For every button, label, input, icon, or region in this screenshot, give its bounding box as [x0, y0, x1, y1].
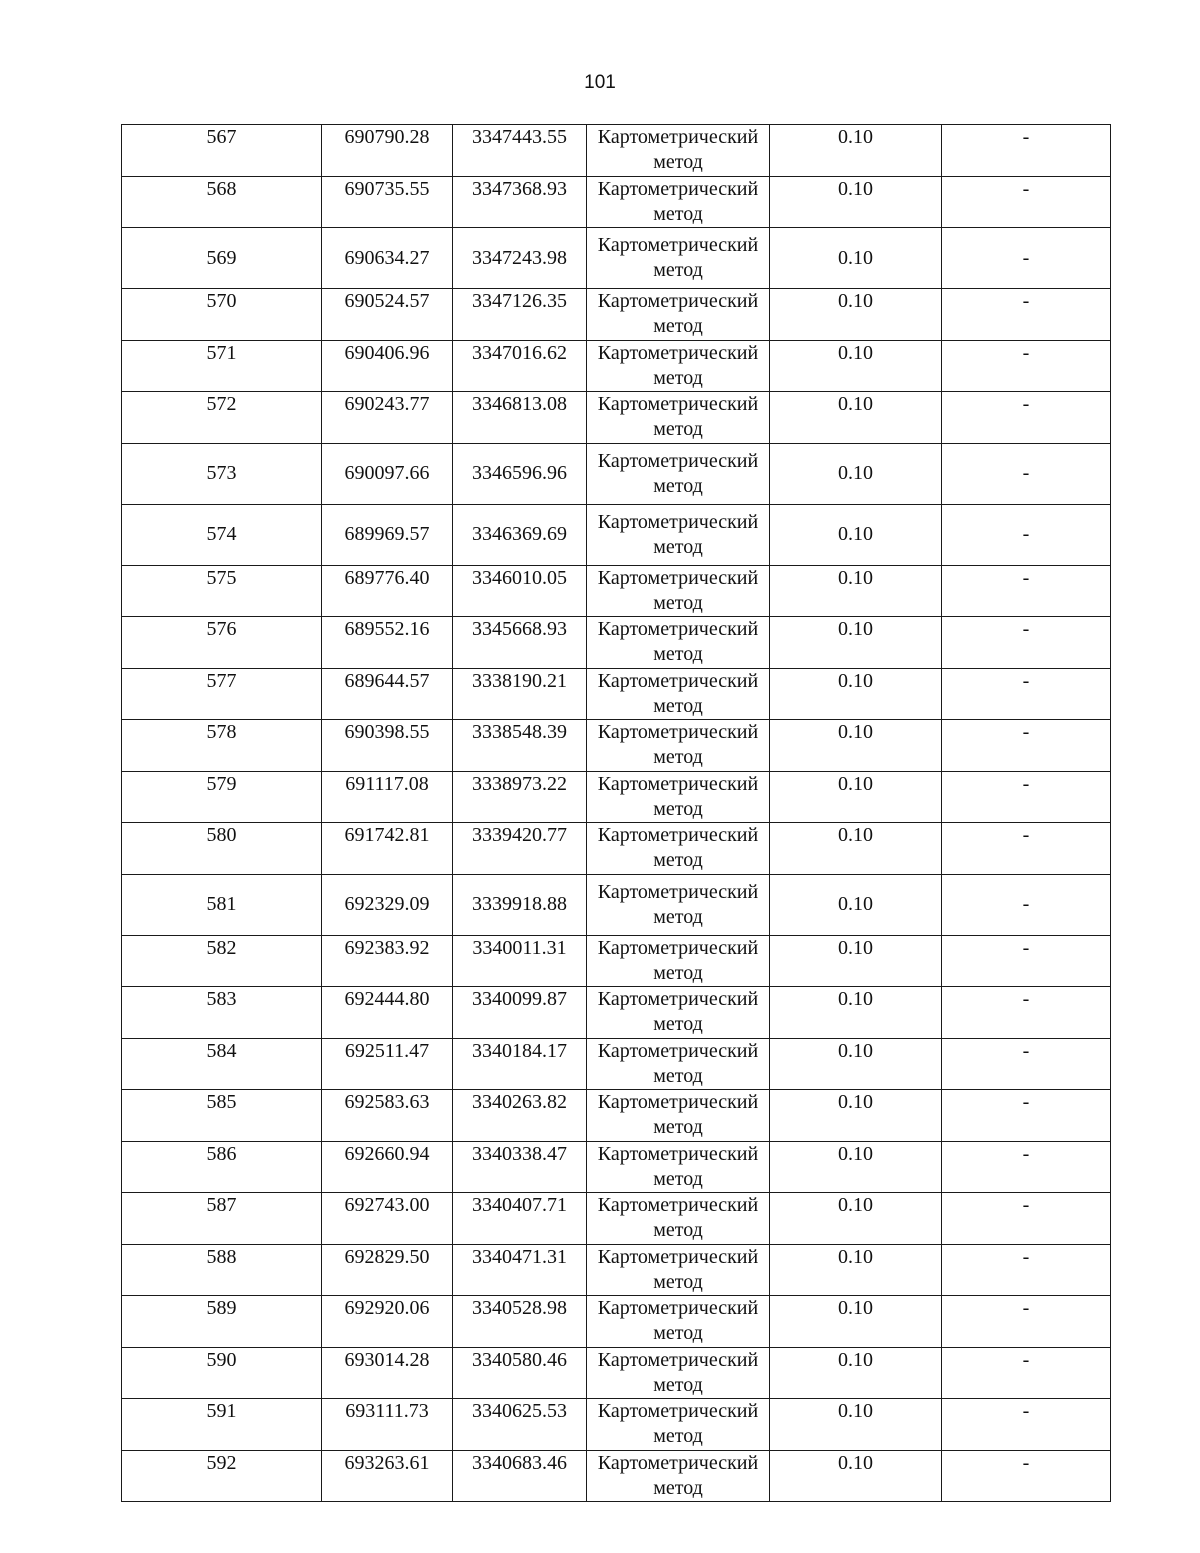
x-coordinate-cell: 690406.96	[322, 340, 453, 392]
point-number-cell: 586	[122, 1141, 322, 1193]
x-coordinate-cell: 689644.57	[322, 668, 453, 720]
point-number-cell: 582	[122, 935, 322, 987]
point-number-cell: 574	[122, 504, 322, 565]
coordinates-table-body	[122, 125, 1111, 1502]
method-line-1: Картометрический	[597, 449, 759, 472]
description-cell: -	[942, 443, 1111, 504]
x-coordinate-cell: 690735.55	[322, 176, 453, 228]
table-row	[122, 1450, 1111, 1502]
accuracy-cell: 0.10	[770, 1347, 942, 1399]
point-number-cell: 580	[122, 823, 322, 875]
method-line-1: Картометрический	[597, 936, 759, 959]
y-coordinate-cell: 3340011.31	[453, 935, 587, 987]
method-line-1: Картометрический	[597, 1297, 759, 1319]
table-row	[122, 176, 1111, 228]
point-number-cell: 587	[122, 1193, 322, 1245]
method-cell	[587, 1193, 770, 1245]
method-line-1: Картометрический	[597, 510, 759, 533]
x-coordinate-cell: 690097.66	[322, 443, 453, 504]
point-number-cell: 572	[122, 392, 322, 444]
method-line-1: Картометрический	[597, 1451, 759, 1474]
table-row	[122, 1038, 1111, 1090]
description-cell: -	[942, 392, 1111, 444]
method-line-2: метод	[653, 259, 703, 281]
y-coordinate-cell: 3346813.08	[453, 392, 587, 444]
accuracy-cell: 0.10	[770, 1450, 942, 1502]
method-line-1: Картометрический	[597, 1039, 759, 1062]
method-line-2: метод	[653, 694, 703, 717]
method-cell	[587, 176, 770, 228]
method-cell	[587, 987, 770, 1039]
x-coordinate-cell: 690398.55	[322, 720, 453, 772]
method-line-2: метод	[653, 1167, 703, 1190]
method-cell	[587, 1450, 770, 1502]
accuracy-cell: 0.10	[770, 668, 942, 720]
coordinates-table	[121, 124, 1111, 1502]
x-coordinate-cell: 689776.40	[322, 565, 453, 617]
y-coordinate-cell: 3340184.17	[453, 1038, 587, 1090]
point-number-cell: 584	[122, 1038, 322, 1090]
description-cell: -	[942, 617, 1111, 669]
point-number-cell: 567	[122, 125, 322, 177]
description-cell: -	[942, 1244, 1111, 1296]
y-coordinate-cell: 3346369.69	[453, 504, 587, 565]
description-cell: -	[942, 1450, 1111, 1502]
point-number-cell: 570	[122, 289, 322, 341]
x-coordinate-cell: 691117.08	[322, 771, 453, 823]
table-row	[122, 1399, 1111, 1451]
description-cell: -	[942, 823, 1111, 875]
method-line-2: метод	[653, 849, 703, 871]
point-number-cell: 579	[122, 771, 322, 823]
description-cell: -	[942, 125, 1111, 177]
x-coordinate-cell: 690524.57	[322, 289, 453, 341]
y-coordinate-cell: 3339918.88	[453, 874, 587, 935]
x-coordinate-cell: 690634.27	[322, 228, 453, 289]
table-row	[122, 504, 1111, 565]
x-coordinate-cell: 692660.94	[322, 1141, 453, 1193]
table-row	[122, 1296, 1111, 1348]
method-line-1: Картометрический	[597, 1348, 759, 1371]
description-cell: -	[942, 771, 1111, 823]
method-line-1: Картометрический	[597, 880, 759, 903]
accuracy-cell: 0.10	[770, 1090, 942, 1142]
description-cell: -	[942, 289, 1111, 341]
x-coordinate-cell: 693111.73	[322, 1399, 453, 1451]
method-line-2: метод	[653, 151, 703, 173]
method-line-2: метод	[653, 1116, 703, 1138]
point-number-cell: 585	[122, 1090, 322, 1142]
point-number-cell: 576	[122, 617, 322, 669]
table-row	[122, 1347, 1111, 1399]
y-coordinate-cell: 3340338.47	[453, 1141, 587, 1193]
description-cell: -	[942, 565, 1111, 617]
method-line-2: метод	[653, 797, 703, 820]
description-cell: -	[942, 987, 1111, 1039]
method-line-1: Картометрический	[597, 126, 759, 148]
y-coordinate-cell: 3338190.21	[453, 668, 587, 720]
y-coordinate-cell: 3340471.31	[453, 1244, 587, 1296]
description-cell: -	[942, 176, 1111, 228]
method-cell	[587, 1296, 770, 1348]
y-coordinate-cell: 3347368.93	[453, 176, 587, 228]
table-row	[122, 289, 1111, 341]
method-cell	[587, 392, 770, 444]
method-line-1: Картометрический	[597, 618, 759, 640]
method-line-2: метод	[653, 418, 703, 440]
x-coordinate-cell: 692383.92	[322, 935, 453, 987]
method-cell	[587, 823, 770, 875]
method-line-1: Картометрический	[597, 721, 759, 743]
x-coordinate-cell: 693014.28	[322, 1347, 453, 1399]
accuracy-cell: 0.10	[770, 617, 942, 669]
method-line-1: Картометрический	[597, 290, 759, 312]
point-number-cell: 578	[122, 720, 322, 772]
point-number-cell: 583	[122, 987, 322, 1039]
table-row	[122, 392, 1111, 444]
accuracy-cell: 0.10	[770, 565, 942, 617]
method-line-2: метод	[653, 1219, 703, 1241]
point-number-cell: 591	[122, 1399, 322, 1451]
x-coordinate-cell: 692583.63	[322, 1090, 453, 1142]
description-cell: -	[942, 935, 1111, 987]
accuracy-cell: 0.10	[770, 771, 942, 823]
method-line-2: метод	[653, 535, 703, 558]
accuracy-cell: 0.10	[770, 176, 942, 228]
point-number-cell: 573	[122, 443, 322, 504]
point-number-cell: 568	[122, 176, 322, 228]
method-line-2: метод	[653, 1322, 703, 1344]
accuracy-cell: 0.10	[770, 125, 942, 177]
y-coordinate-cell: 3346010.05	[453, 565, 587, 617]
table-row	[122, 340, 1111, 392]
x-coordinate-cell: 690790.28	[322, 125, 453, 177]
method-line-1: Картометрический	[597, 772, 759, 795]
accuracy-cell: 0.10	[770, 289, 942, 341]
method-line-1: Картометрический	[597, 393, 759, 415]
accuracy-cell: 0.10	[770, 443, 942, 504]
method-cell	[587, 1141, 770, 1193]
method-line-2: метод	[653, 643, 703, 665]
method-cell	[587, 565, 770, 617]
accuracy-cell: 0.10	[770, 935, 942, 987]
x-coordinate-cell: 693263.61	[322, 1450, 453, 1502]
method-line-2: метод	[653, 1373, 703, 1396]
y-coordinate-cell: 3340625.53	[453, 1399, 587, 1451]
y-coordinate-cell: 3339420.77	[453, 823, 587, 875]
accuracy-cell: 0.10	[770, 1038, 942, 1090]
description-cell: -	[942, 720, 1111, 772]
table-row	[122, 874, 1111, 935]
y-coordinate-cell: 3338548.39	[453, 720, 587, 772]
point-number-cell: 592	[122, 1450, 322, 1502]
method-line-2: метод	[653, 1013, 703, 1035]
table-row	[122, 1193, 1111, 1245]
description-cell: -	[942, 874, 1111, 935]
method-cell	[587, 935, 770, 987]
description-cell: -	[942, 1347, 1111, 1399]
method-line-2: метод	[653, 202, 703, 225]
method-line-2: метод	[653, 1270, 703, 1293]
x-coordinate-cell: 692743.00	[322, 1193, 453, 1245]
accuracy-cell: 0.10	[770, 228, 942, 289]
method-line-2: метод	[653, 1476, 703, 1499]
method-line-1: Картометрический	[597, 1245, 759, 1268]
x-coordinate-cell: 689552.16	[322, 617, 453, 669]
x-coordinate-cell: 692444.80	[322, 987, 453, 1039]
method-cell	[587, 1038, 770, 1090]
accuracy-cell: 0.10	[770, 504, 942, 565]
table-row	[122, 823, 1111, 875]
point-number-cell: 589	[122, 1296, 322, 1348]
method-line-1: Картометрический	[597, 669, 759, 692]
y-coordinate-cell: 3345668.93	[453, 617, 587, 669]
method-line-1: Картометрический	[597, 341, 759, 364]
table-row	[122, 935, 1111, 987]
table-row	[122, 1141, 1111, 1193]
accuracy-cell: 0.10	[770, 987, 942, 1039]
point-number-cell: 571	[122, 340, 322, 392]
y-coordinate-cell: 3338973.22	[453, 771, 587, 823]
method-line-2: метод	[653, 474, 703, 497]
method-cell	[587, 771, 770, 823]
table-row	[122, 617, 1111, 669]
x-coordinate-cell: 692920.06	[322, 1296, 453, 1348]
method-cell	[587, 1347, 770, 1399]
point-number-cell: 581	[122, 874, 322, 935]
table-row	[122, 443, 1111, 504]
method-line-2: метод	[653, 315, 703, 337]
table-row	[122, 720, 1111, 772]
accuracy-cell: 0.10	[770, 392, 942, 444]
method-cell	[587, 720, 770, 772]
y-coordinate-cell: 3347016.62	[453, 340, 587, 392]
method-line-1: Картометрический	[597, 1091, 759, 1113]
point-number-cell: 575	[122, 565, 322, 617]
x-coordinate-cell: 692329.09	[322, 874, 453, 935]
method-cell	[587, 504, 770, 565]
point-number-cell: 577	[122, 668, 322, 720]
y-coordinate-cell: 3340407.71	[453, 1193, 587, 1245]
point-number-cell: 569	[122, 228, 322, 289]
accuracy-cell: 0.10	[770, 720, 942, 772]
table-row	[122, 125, 1111, 177]
method-line-2: метод	[653, 961, 703, 984]
description-cell: -	[942, 1193, 1111, 1245]
method-line-2: метод	[653, 1425, 703, 1447]
method-line-2: метод	[653, 905, 703, 928]
y-coordinate-cell: 3340263.82	[453, 1090, 587, 1142]
method-line-1: Картометрический	[597, 988, 759, 1010]
method-line-1: Картометрический	[597, 824, 759, 846]
method-line-2: метод	[653, 366, 703, 389]
y-coordinate-cell: 3347443.55	[453, 125, 587, 177]
method-line-2: метод	[653, 1064, 703, 1087]
y-coordinate-cell: 3340580.46	[453, 1347, 587, 1399]
method-cell	[587, 125, 770, 177]
point-number-cell: 590	[122, 1347, 322, 1399]
y-coordinate-cell: 3347243.98	[453, 228, 587, 289]
method-line-1: Картометрический	[597, 1142, 759, 1165]
y-coordinate-cell: 3347126.35	[453, 289, 587, 341]
table-row	[122, 565, 1111, 617]
accuracy-cell: 0.10	[770, 823, 942, 875]
method-line-2: метод	[653, 591, 703, 614]
method-cell	[587, 289, 770, 341]
method-cell	[587, 1244, 770, 1296]
accuracy-cell: 0.10	[770, 1193, 942, 1245]
accuracy-cell: 0.10	[770, 1244, 942, 1296]
table-row	[122, 1090, 1111, 1142]
method-line-2: метод	[653, 746, 703, 768]
y-coordinate-cell: 3340683.46	[453, 1450, 587, 1502]
accuracy-cell: 0.10	[770, 1296, 942, 1348]
table-row	[122, 228, 1111, 289]
description-cell: -	[942, 1038, 1111, 1090]
table-row	[122, 668, 1111, 720]
method-line-1: Картометрический	[597, 1400, 759, 1422]
y-coordinate-cell: 3340528.98	[453, 1296, 587, 1348]
method-cell	[587, 443, 770, 504]
x-coordinate-cell: 692829.50	[322, 1244, 453, 1296]
x-coordinate-cell: 691742.81	[322, 823, 453, 875]
method-line-1: Картометрический	[597, 177, 759, 200]
accuracy-cell: 0.10	[770, 1399, 942, 1451]
table-row	[122, 1244, 1111, 1296]
method-cell	[587, 668, 770, 720]
accuracy-cell: 0.10	[770, 874, 942, 935]
description-cell: -	[942, 1296, 1111, 1348]
accuracy-cell: 0.10	[770, 340, 942, 392]
description-cell: -	[942, 1141, 1111, 1193]
description-cell: -	[942, 1090, 1111, 1142]
accuracy-cell: 0.10	[770, 1141, 942, 1193]
method-line-1: Картометрический	[597, 566, 759, 589]
y-coordinate-cell: 3340099.87	[453, 987, 587, 1039]
page-number: 101	[584, 72, 616, 93]
description-cell: -	[942, 668, 1111, 720]
description-cell: -	[942, 1399, 1111, 1451]
y-coordinate-cell: 3346596.96	[453, 443, 587, 504]
description-cell: -	[942, 228, 1111, 289]
x-coordinate-cell: 690243.77	[322, 392, 453, 444]
description-cell: -	[942, 504, 1111, 565]
method-cell	[587, 228, 770, 289]
x-coordinate-cell: 692511.47	[322, 1038, 453, 1090]
description-cell: -	[942, 340, 1111, 392]
table-row	[122, 987, 1111, 1039]
method-cell	[587, 1399, 770, 1451]
table-row	[122, 771, 1111, 823]
method-cell	[587, 617, 770, 669]
method-cell	[587, 874, 770, 935]
method-line-1: Картометрический	[597, 1194, 759, 1216]
method-cell	[587, 340, 770, 392]
point-number-cell: 588	[122, 1244, 322, 1296]
method-line-1: Картометрический	[597, 234, 759, 256]
x-coordinate-cell: 689969.57	[322, 504, 453, 565]
method-cell	[587, 1090, 770, 1142]
